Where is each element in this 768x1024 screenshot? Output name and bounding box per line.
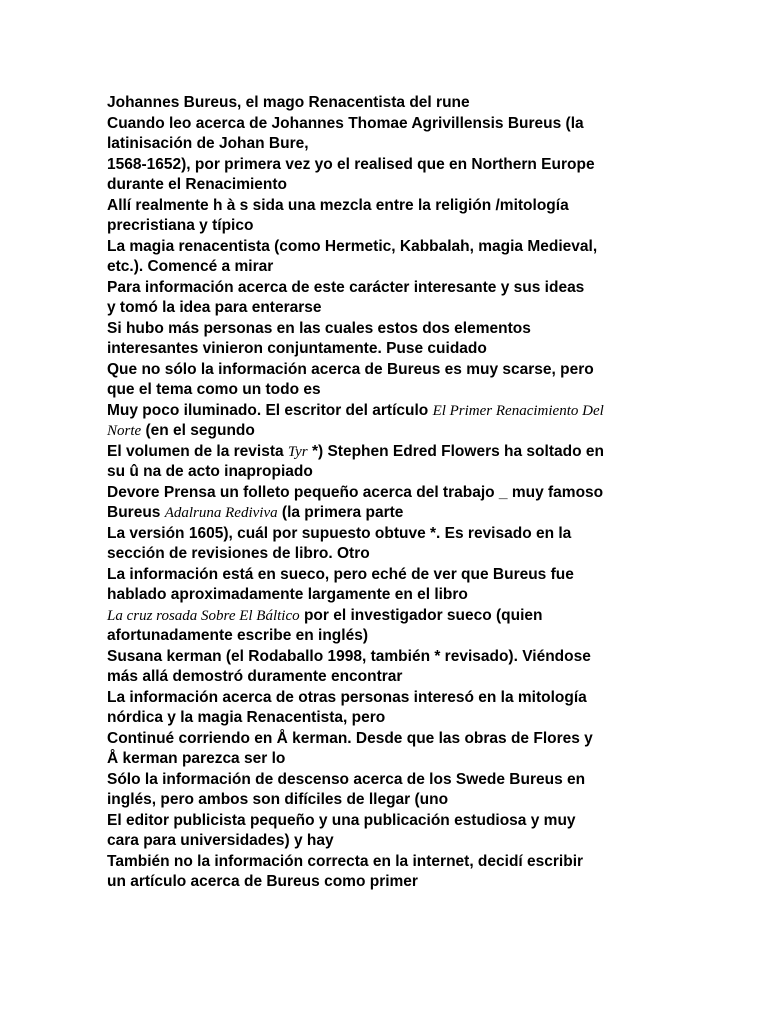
text-line: El editor publicista pequeño y una publicación estudiosa y muy <box>107 811 576 829</box>
text-line: más allá demostró duramente encontrar <box>107 668 403 685</box>
document-title: Johannes Bureus, el mago Renacentista del rune <box>107 94 470 111</box>
text-line: un artículo acerca de Bureus como primer <box>107 873 418 890</box>
text-line: afortunadamente escribe en inglés) <box>107 627 368 644</box>
text-line: Susana kerman (el Rodaballo 1998, también * revisado). Viéndose <box>107 647 591 665</box>
text-line: La magia renacentista (como Hermetic, Kabbalah, magia Medieval, <box>107 237 598 255</box>
text-line: La información acerca de otras personas interesó en la mitología <box>107 688 587 706</box>
text-segment: (la primera parte <box>277 504 404 521</box>
document-page <box>107 93 707 893</box>
text-line: Sólo la información de descenso acerca de los Swede Bureus en <box>107 770 586 788</box>
text-line: que el tema como un todo es <box>107 381 321 398</box>
article-title-italic: El Primer Renacimiento Del <box>432 402 604 419</box>
text-line: Allí realmente h à s sida una mezcla entre la religión /mitología <box>107 196 569 214</box>
text-segment: *) Stephen Edred Flowers ha soltado en <box>307 442 604 460</box>
text-line: Å kerman parezca ser lo <box>107 750 286 767</box>
text-line: durante el Renacimiento <box>107 176 288 193</box>
text-line: También no la información correcta en la internet, decidí escribir <box>107 852 584 870</box>
journal-title-italic: Tyr <box>287 443 308 460</box>
text-line <box>107 606 707 627</box>
text-segment: El volumen de la revista <box>107 442 288 460</box>
text-line: su û na de acto inapropiado <box>107 463 313 480</box>
text-line: La versión 1605), cuál por supuesto obtuve *. Es revisado en la <box>107 524 572 542</box>
text-line <box>107 401 707 422</box>
book-title-italic: Adalruna Rediviva <box>164 505 278 521</box>
text-segment: Bureus <box>107 504 165 521</box>
text-line: cara para universidades) y hay <box>107 832 334 849</box>
text-line: sección de revisiones de libro. Otro <box>107 545 370 562</box>
text-line: inglés, pero ambos son difíciles de llegar (uno <box>107 791 449 808</box>
text-line: Cuando leo acerca de Johannes Thomae Agrivillensis Bureus (la <box>107 114 584 132</box>
text-segment: por el investigador sueco (quien <box>299 606 543 624</box>
text-line: etc.). Comencé a mirar <box>107 258 274 275</box>
article-title-italic: Norte <box>107 423 142 439</box>
text-line <box>107 503 707 524</box>
text-line: Si hubo más personas en las cuales estos dos elementos <box>107 319 531 337</box>
text-line: 1568-1652), por primera vez yo el realised que en Northern Europe <box>107 155 595 173</box>
text-line: interesantes vinieron conjuntamente. Puse cuidado <box>107 340 487 357</box>
text-line: Que no sólo la información acerca de Bureus es muy scarse, pero <box>107 360 594 378</box>
text-line <box>107 442 707 463</box>
text-line: La información está en sueco, pero eché de ver que Bureus fue <box>107 565 574 583</box>
text-segment: Muy poco iluminado. El escritor del artículo <box>107 401 433 419</box>
text-line: precristiana y típico <box>107 217 254 234</box>
text-line: Para información acerca de este carácter interesante y sus ideas <box>107 278 585 296</box>
text-line: Continué corriendo en Å kerman. Desde que las obras de Flores y <box>107 729 593 747</box>
text-line <box>107 421 707 442</box>
text-line: y tomó la idea para enterarse <box>107 299 322 316</box>
text-segment: (en el segundo <box>141 422 255 439</box>
book-title-italic: La cruz rosada Sobre El Báltico <box>107 607 300 624</box>
text-line: nórdica y la magia Renacentista, pero <box>107 709 386 726</box>
text-line: latinisación de Johan Bure, <box>107 135 309 152</box>
text-line: hablado aproximadamente largamente en el libro <box>107 586 468 603</box>
text-line: Devore Prensa un folleto pequeño acerca del trabajo _ muy famoso <box>107 483 604 501</box>
